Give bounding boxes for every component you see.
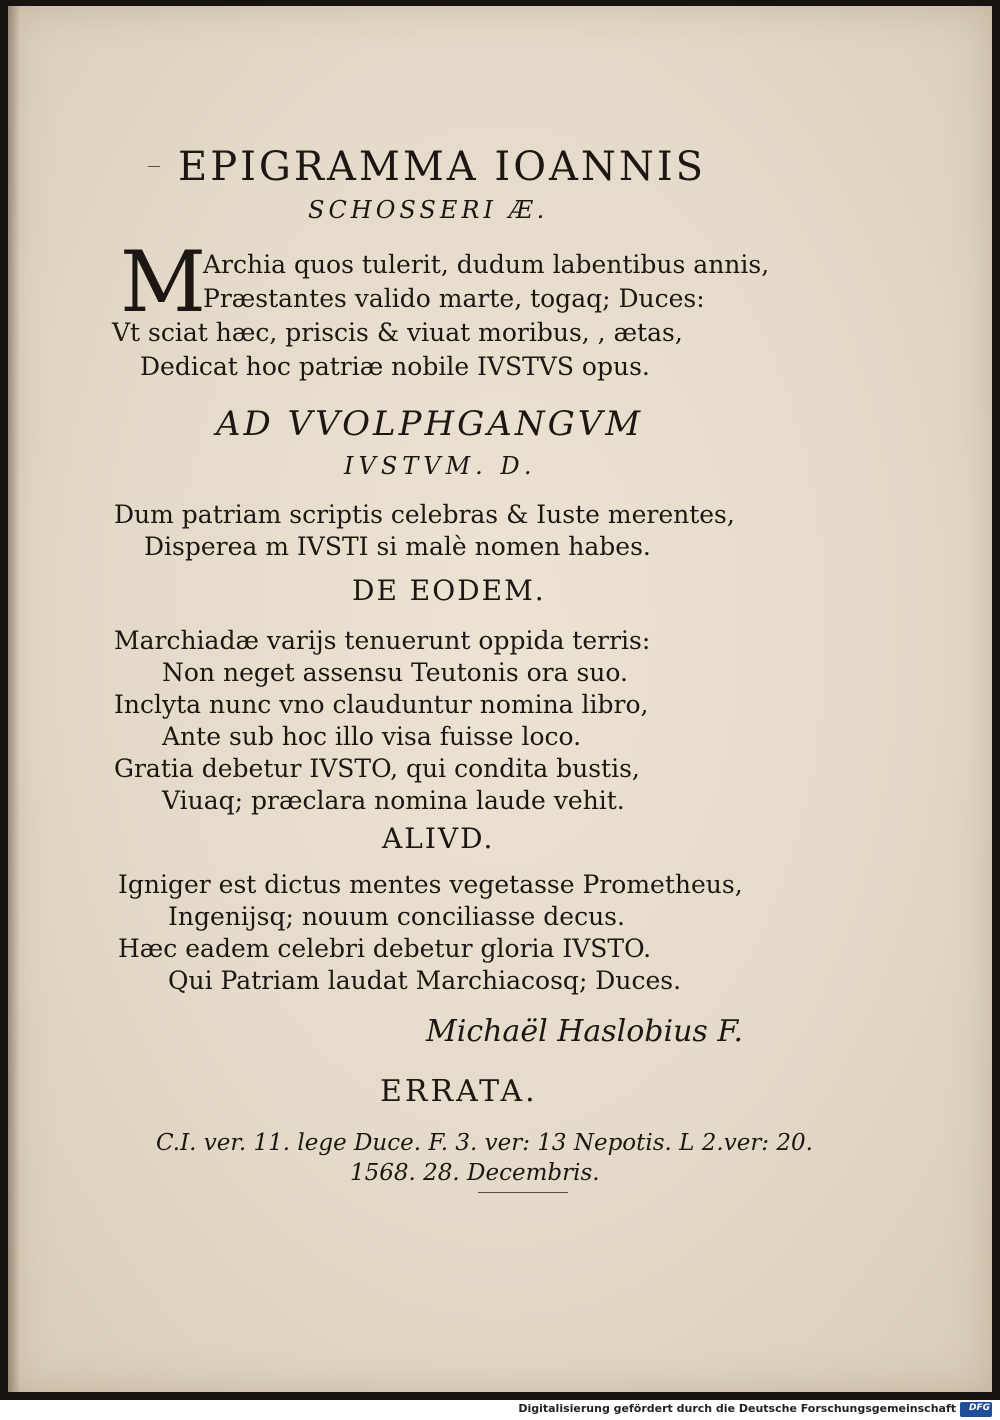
de-eodem-line-4: Ante sub hoc illo visa fuisse loco. <box>162 722 582 751</box>
aliud-line-1: Igniger est dictus mentes vegetasse Prometheus, <box>118 870 743 899</box>
epigram-title: EPIGRAMMA IOANNIS <box>178 144 707 190</box>
dfg-logo-label: DFG <box>968 1403 990 1413</box>
de-eodem-line-5: Gratia debetur IVSTO, qui condita bustis, <box>114 754 640 783</box>
ad-justum-line-1: Dum patriam scriptis celebras & Iuste merentes, <box>114 500 735 529</box>
epigram-subtitle: SCHOSSERI Æ. <box>308 196 549 224</box>
book-page <box>8 6 992 1392</box>
ad-justum-heading: AD VVOLPHGANGVM <box>216 404 644 444</box>
errata-heading: ERRATA. <box>380 1074 538 1109</box>
de-eodem-heading: DE EODEM. <box>352 574 546 607</box>
de-eodem-line-6: Viuaq; præclara nomina laude vehit. <box>162 786 625 815</box>
decorative-dash <box>148 166 160 167</box>
signature: Michaël Haslobius F. <box>426 1014 744 1049</box>
errata-underline <box>478 1192 568 1193</box>
aliud-heading: ALIVD. <box>382 822 495 855</box>
epigram-line-4: Dedicat hoc patriæ nobile IVSTVS opus. <box>140 352 650 381</box>
aliud-line-4: Qui Patriam laudat Marchiacosq; Duces. <box>168 966 682 995</box>
ad-justum-line-2: Disperea m IVSTI si malè nomen habes. <box>144 532 651 561</box>
aliud-line-3: Hæc eadem celebri debetur gloria IVSTO. <box>118 934 652 963</box>
de-eodem-line-3: Inclyta nunc vno clauduntur nomina libro, <box>114 690 649 719</box>
drop-cap: M <box>120 233 207 331</box>
errata-line-1: C.I. ver. 11. lege Duce. F. 3. ver: 13 Nepotis. L 2.ver: 20. <box>156 1130 813 1156</box>
footer-credit: Digitalisierung gefördert durch die Deutsche Forschungsgemeinschaft <box>518 1402 956 1415</box>
epigram-line-3: Vt sciat hæc, priscis & viuat moribus, , ætas, <box>112 318 683 347</box>
epigram-line-2: Præstantes valido marte, togaq; Duces: <box>203 284 705 313</box>
footer-bar <box>0 1400 1000 1420</box>
de-eodem-line-2: Non neget assensu Teutonis ora suo. <box>162 658 628 687</box>
de-eodem-line-1: Marchiadæ varijs tenuerunt oppida terris: <box>114 626 651 655</box>
aliud-line-2: Ingenijsq; nouum conciliasse decus. <box>168 902 625 931</box>
epigram-line-1: Archia quos tulerit, dudum labentibus annis, <box>203 250 770 279</box>
page-fold-shadow <box>8 6 20 1392</box>
errata-line-2: 1568. 28. Decembris. <box>350 1160 600 1186</box>
ad-justum-subheading: IVSTVM. D. <box>344 452 537 480</box>
